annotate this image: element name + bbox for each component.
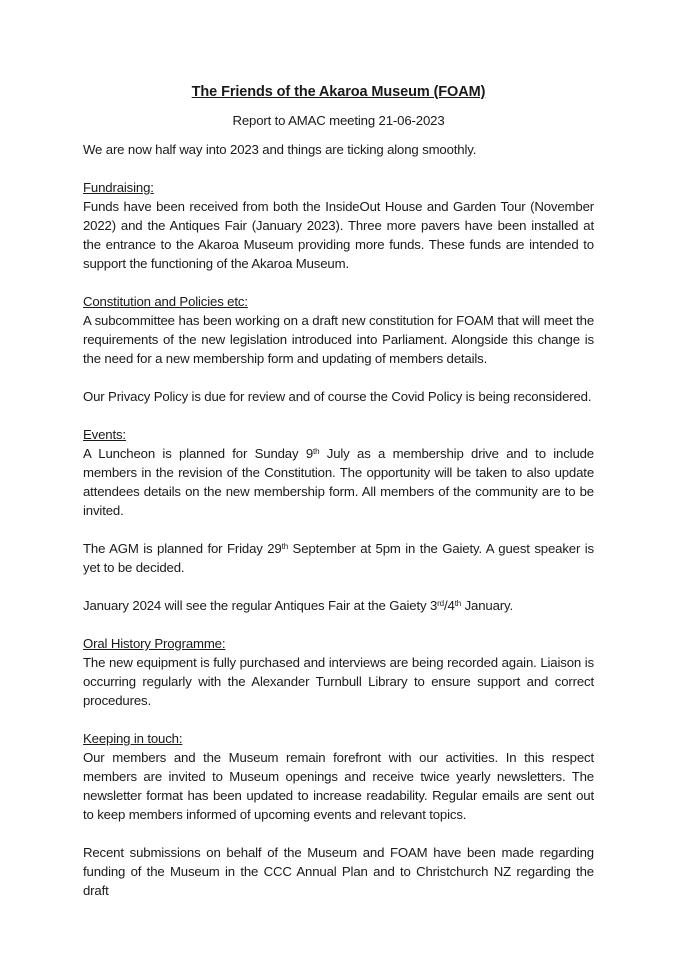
agm-text-start: The AGM is planned for Friday 29 — [83, 541, 282, 556]
section-body: A subcommittee has been working on a draft new constitution for FOAM that will meet the requirements of the new legislation introduced into Parliament. Alongside this change is the need for a new membership form and updating of members details. — [83, 313, 594, 366]
document-content — [83, 82, 594, 900]
fair-text-mid: /4 — [443, 598, 455, 613]
luncheon-paragraph — [83, 444, 594, 520]
section-body: The new equipment is fully purchased and interviews are being recorded again. Liaison is occurring regularly with the Alexander Turnbull Library to ensure support and correct procedures. — [83, 655, 594, 708]
section-heading: Keeping in touch: — [83, 731, 183, 746]
section-constitution — [83, 292, 594, 406]
ordinal-suffix: rd — [437, 599, 444, 608]
section-heading: Constitution and Policies etc: — [83, 294, 248, 309]
submissions-paragraph: Recent submissions on behalf of the Museum and FOAM have been made regarding funding of the Museum in the CCC Annual Plan and to Christchurch NZ regarding the draft — [83, 845, 594, 898]
section-heading: Events: — [83, 427, 126, 442]
agm-text-end: September at 5pm in the Gaiety. A guest speaker is yet to be decided. — [83, 541, 594, 575]
privacy-paragraph: Our Privacy Policy is due for review and of course the Covid Policy is being reconsidered. — [83, 389, 592, 404]
ordinal-suffix: th — [454, 599, 462, 608]
section-events — [83, 425, 594, 615]
section-heading: Fundraising: — [83, 180, 154, 195]
section-heading: Oral History Programme: — [83, 636, 226, 651]
section-keeping-in-touch — [83, 729, 594, 900]
intro-paragraph: We are now half way into 2023 and things are ticking along smoothly. — [83, 142, 477, 157]
ordinal-suffix: th — [313, 447, 320, 456]
section-oral-history — [83, 634, 594, 710]
section-body: Our members and the Museum remain forefront with our activities. In this respect members are invited to Museum openings and receive twice yearly newsletters. The newsletter format has been updated to increase readability. Regular emails are sent out to keep members informed of upcoming events and relevant topics. — [83, 750, 594, 822]
fair-text-end: January. — [461, 598, 513, 613]
section-fundraising — [83, 178, 594, 273]
agm-paragraph — [83, 539, 594, 577]
antiques-fair-paragraph — [83, 596, 594, 615]
luncheon-text-end: July as a membership drive and to include members in the revision of the Constitution. The opportunity will be taken to also update attendees details on the new membership form. All members of the community are to be invited. — [83, 446, 594, 518]
document-subtitle: Report to AMAC meeting 21-06-2023 — [232, 113, 445, 128]
luncheon-text-start: A Luncheon is planned for Sunday 9 — [83, 446, 314, 461]
ordinal-suffix: th — [281, 542, 288, 551]
fair-text-start: January 2024 will see the regular Antiques Fair at the Gaiety 3 — [83, 598, 438, 613]
document-title: The Friends of the Akaroa Museum (FOAM) — [191, 84, 486, 100]
section-body: Funds have been received from both the InsideOut House and Garden Tour (November 2022) and the Antiques Fair (January 2023). Three more pavers have been installed at the entrance to the Akaroa Museum providing more funds. These funds are intended to support the functioning of the Akaroa Museum. — [83, 199, 594, 271]
